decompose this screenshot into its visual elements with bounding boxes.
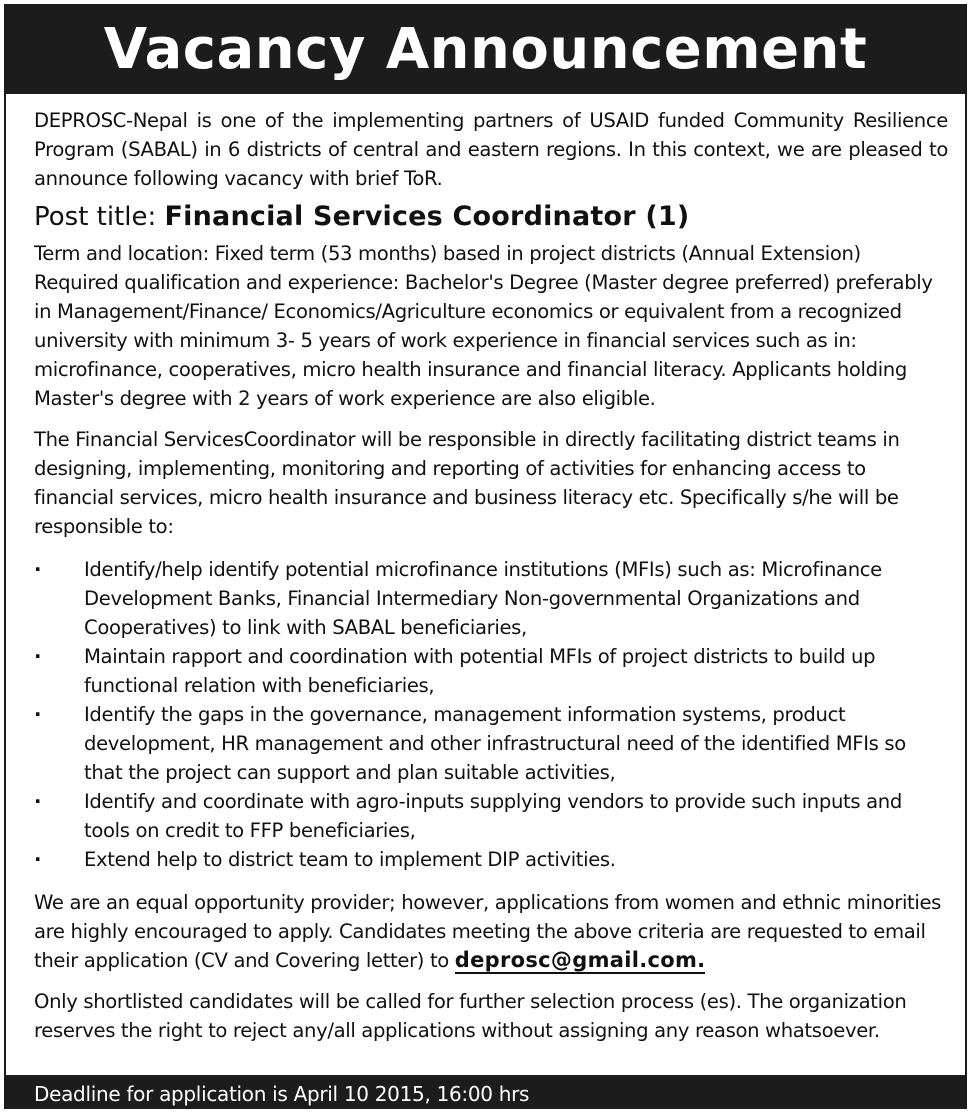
post-title-value: Financial Services Coordinator (1) [164,201,690,232]
bullet-icon: · [34,790,42,813]
responsibility-list [34,555,948,874]
page-title: Vacancy Announcement [6,6,965,94]
bullet-icon: · [34,645,42,668]
equal-opportunity-text: We are an equal opportunity provider; however, applications from women and ethnic minorities are highly encouraged to apply. Candidates meeting the above criteria are requested to email their application (CV and Covering letter) to [34,891,942,972]
intro-paragraph: DEPROSC-Nepal is one of the implementing partners of USAID funded Community Resilience Program (SABAL) in 6 districts of central and eastern regions. In this context, we are pleased to announce following vacancy with brief ToR. [34,109,948,190]
list-item-text: Identify and coordinate with agro-inputs supplying vendors to provide such inputs and tools on credit to FFP beneficiaries, [84,790,902,842]
announcement-body [34,106,948,1045]
qualification-paragraph: Required qualification and experience: Bachelor's Degree (Master degree preferred) preferably in Management/Finance/ Economics/Agriculture economics or equivalent from a recognized university with minimum 3- 5 years of work experience in financial services such as in: microfinance, cooperatives, micro health insurance and financial literacy. Applicants holding Master's degree with 2 years of work experience are also eligible. [34,271,933,410]
list-item [34,787,948,845]
post-title [34,199,948,235]
post-title-label: Post title: [34,202,165,232]
equal-opportunity-paragraph [34,888,948,975]
bullet-icon: · [34,558,42,581]
list-item-text: Extend help to district team to implement DIP activities. [84,848,616,871]
list-item-text: Identify/help identify potential microfinance institutions (MFIs) such as: Microfinance Development Banks, Financial Intermediary Non-governmental Organizations and Cooperatives) to link with SABAL beneficiaries, [84,558,882,639]
list-item [34,845,948,874]
list-item-text: Maintain rapport and coordination with potential MFIs of project districts to build up functional relation with beneficiaries, [84,645,876,697]
bullet-icon: · [34,703,42,726]
bullet-icon: · [34,848,42,871]
responsibility-intro: The Financial ServicesCoordinator will be responsible in directly facilitating district teams in designing, implementing, monitoring and reporting of activities for enhancing access to financial services, micro health insurance and business literacy etc. Specifically s/he will be responsible to: [34,428,900,538]
vacancy-announcement [4,4,967,1109]
list-item-text: Identify the gaps in the governance, management information systems, product development, HR management and other infrastructural need of the identified MFIs so that the project can support and plan suitable activities, [84,703,906,784]
email-link[interactable]: deprosc@gmail.com. [454,948,706,972]
term-location: Term and location: Fixed term (53 months) based in project districts (Annual Extension) [34,242,861,265]
deadline-banner: Deadline for application is April 10 2015, 16:00 hrs [6,1075,965,1109]
list-item [34,642,948,700]
list-item [34,700,948,787]
list-item [34,555,948,642]
closing-paragraph: Only shortlisted candidates will be called for further selection process (es). The organization reserves the right to reject any/all applications without assigning any reason whatsoever. [34,990,907,1042]
